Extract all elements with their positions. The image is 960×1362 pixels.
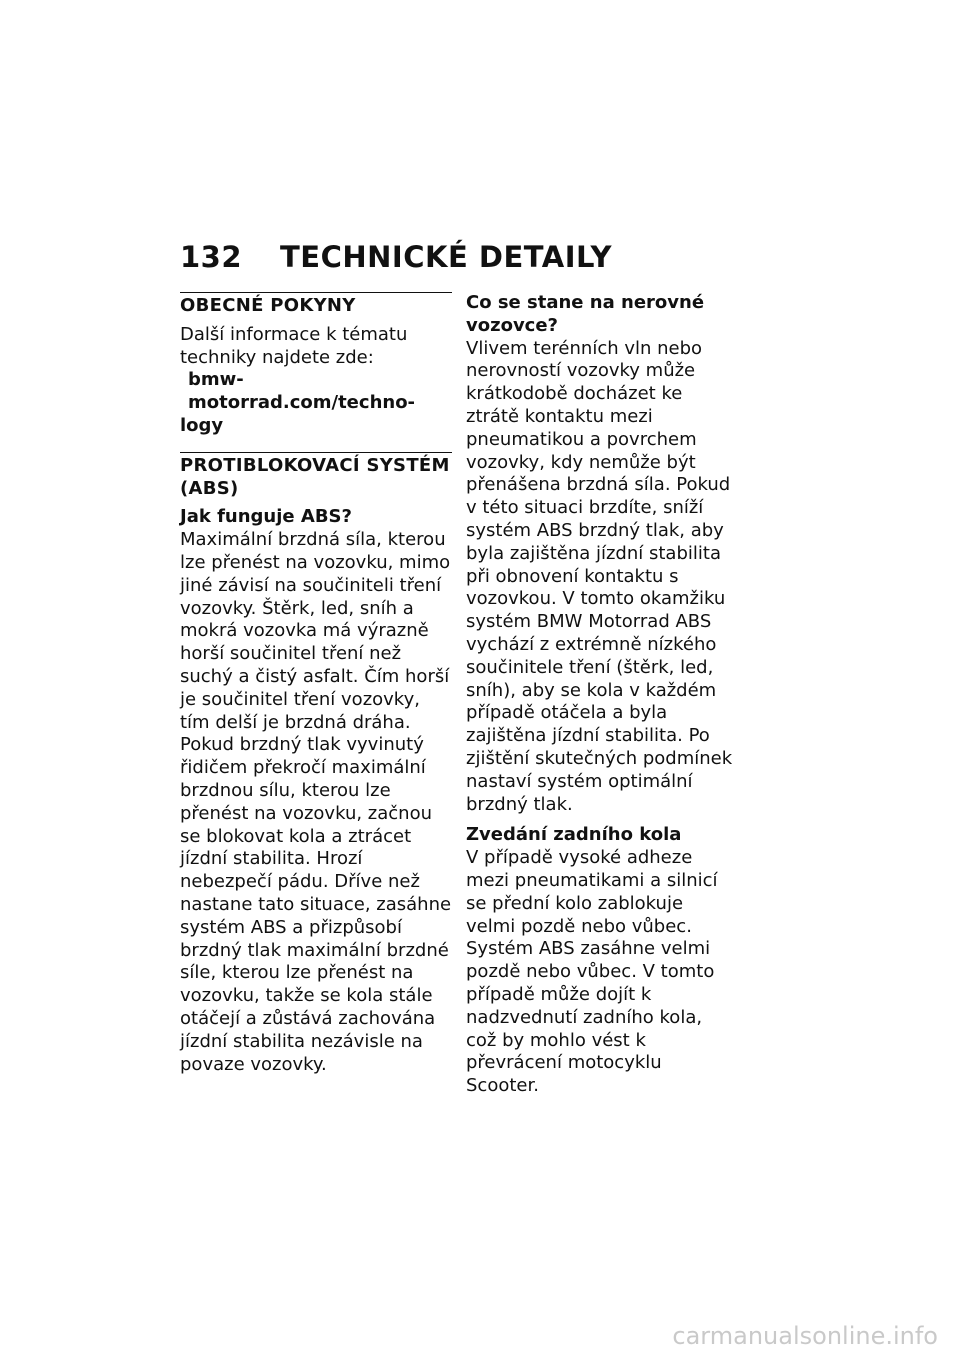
subsection-title-rear-wheel-lift: Zvedání zadního kola bbox=[466, 824, 682, 846]
general-text: Další informace k tématu techniky najdete zde: bbox=[180, 323, 408, 368]
abs-paragraph-2: Pokud brzdný tlak vyvinutý řidičem překročí maximální brzdnou sílu, kterou lze přenést na vozovku, začnou se blokovat kola a ztrácet jízdní stabilita. Hrozí nebezpečí pádu. Dříve než nastane tato situace, zasáhne systém ABS a přizpůsobí brzdný tlak maximální brzdné síle, kterou lze přenést na vozovku, takže se kola stále otáčejí a zůstává zachována jízdní stabilita nezávisle na povaze vozovky. bbox=[180, 734, 452, 1075]
right-column bbox=[466, 292, 738, 1098]
technology-link-continuation[interactable]: logy bbox=[180, 414, 224, 436]
subsection-title-how-abs-works: Jak funguje ABS? bbox=[180, 506, 352, 528]
uneven-road-paragraph: Vlivem terénních vln nebo nerovností vozovky může krátkodobě docházet ke ztrátě kontaktu mezi pneumatikou a povrchem vozovky, kdy nemůže být přenášena brzdná síla. Pokud v této situaci brzdíte, sníží systém ABS brzdný tlak, aby byla zajištěna jízdní stabilita při obnovení kontaktu s vozovkou. V tomto okamžiku systém BMW Motorrad ABS vychází z extrémně nízkého součinitele tření (štěrk, led, sníh), aby se kola v každém případě otáčela a byla zajištěna jízdní stabilita. Po zjištění skutečných podmínek nastaví systém optimální brzdný tlak. bbox=[466, 337, 733, 815]
page-title: TECHNICKÉ DETAILY bbox=[280, 240, 612, 274]
rear-wheel-lift-paragraph: V případě vysoké adheze mezi pneumatikami a silnicí se přední kolo zablokuje velmi pozdě nebo vůbec. Systém ABS zasáhne velmi pozdě nebo vůbec. V tomto případě může dojít k nadzvednutí zadního kola, což by mohlo vést k převrácení motocyklu Scooter. bbox=[466, 847, 718, 1097]
section-title-general: OBECNÉ POKYNY bbox=[180, 295, 356, 316]
left-column bbox=[180, 292, 452, 1076]
section-divider bbox=[180, 452, 452, 453]
abs-paragraph-1: Maximální brzdná síla, kterou lze přenést na vozovku, mimo jiné závisí na součiniteli tření vozovky. Štěrk, led, sníh a mokrá vozovka má výrazně horší součinitel tření než suchý a čistý asfalt. Čím horší je součinitel tření vozovky, tím delší je brzdná dráha. bbox=[180, 529, 451, 733]
technology-link[interactable]: bmw-motorrad.com/techno- bbox=[188, 369, 416, 414]
watermark: carmanualsonline.info bbox=[672, 1322, 938, 1350]
page-number: 132 bbox=[180, 240, 243, 274]
section-title-abs: PROTIBLOKOVACÍ SYSTÉM (ABS) bbox=[180, 454, 450, 499]
subsection-title-uneven-road: Co se stane na nerovné vozovce? bbox=[466, 292, 705, 336]
page-header bbox=[180, 240, 612, 274]
section-divider bbox=[180, 292, 452, 293]
